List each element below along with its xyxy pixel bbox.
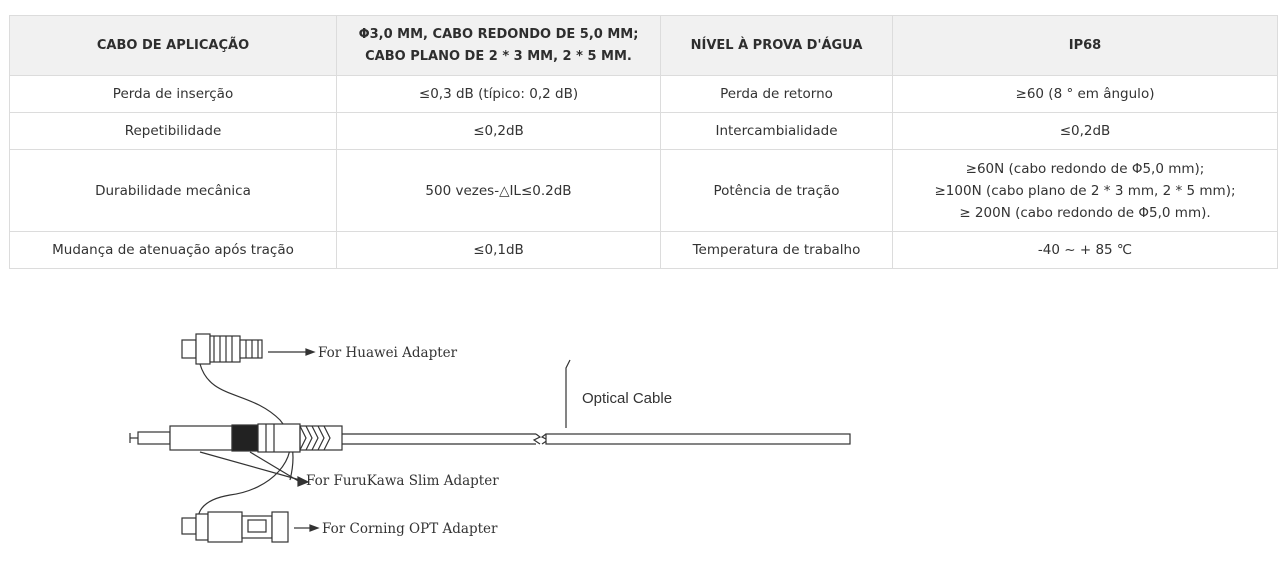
table-cell: Repetibilidade — [10, 113, 337, 150]
connector-diagram — [120, 320, 880, 560]
table-row — [10, 232, 1278, 269]
table-cell: 500 vezes-△IL≤0.2dB — [337, 150, 661, 232]
furukawa-label: For FuruKawa Slim Adapter — [306, 473, 499, 489]
table-row — [10, 113, 1278, 150]
furukawa-pointer — [200, 452, 300, 480]
table-cell: Temperatura de trabalho — [661, 232, 893, 269]
header-cell: IP68 — [893, 16, 1278, 76]
huawei-label: For Huawei Adapter — [318, 345, 458, 361]
optical-pointer — [566, 360, 570, 428]
corning-connector-icon — [182, 512, 288, 542]
table-cell: ≥60 (8 ° em ângulo) — [893, 76, 1278, 113]
table-cell: Mudança de atenuação após tração — [10, 232, 337, 269]
table-cell: Durabilidade mecânica — [10, 150, 337, 232]
table-cell: Potência de tração — [661, 150, 893, 232]
table-cell: Intercambialidade — [661, 113, 893, 150]
optical-cable-line — [342, 434, 850, 444]
table-header-row — [10, 16, 1278, 76]
huawei-arrowhead — [306, 349, 314, 355]
table-cell: ≥60N (cabo redondo de Φ5,0 mm); ≥100N (cabo plano de 2 * 3 mm, 2 * 5 mm); ≥ 200N (cabo redondo de Φ5,0 mm). — [893, 150, 1278, 232]
table-row — [10, 76, 1278, 113]
table-cell: Perda de inserção — [10, 76, 337, 113]
table-row — [10, 150, 1278, 232]
optical-cable-label: Optical Cable — [582, 390, 673, 407]
furukawa-connector-icon — [130, 424, 342, 452]
table-cell: ≤0,3 dB (típico: 0,2 dB) — [337, 76, 661, 113]
table-cell: ≤0,2dB — [337, 113, 661, 150]
huawei-wire — [200, 364, 293, 480]
corning-label: For Corning OPT Adapter — [322, 521, 498, 537]
table-cell: -40 ~ + 85 ℃ — [893, 232, 1278, 269]
huawei-connector-icon — [182, 334, 262, 364]
header-cell: CABO DE APLICAÇÃO — [10, 16, 337, 76]
spec-table — [9, 15, 1278, 269]
table-cell: ≤0,1dB — [337, 232, 661, 269]
header-cell: Φ3,0 MM, CABO REDONDO DE 5,0 MM; CABO PLANO DE 2 * 3 MM, 2 * 5 MM. — [337, 16, 661, 76]
table-cell: Perda de retorno — [661, 76, 893, 113]
table-cell: ≤0,2dB — [893, 113, 1278, 150]
header-cell: NÍVEL À PROVA D'ÁGUA — [661, 16, 893, 76]
corning-arrowhead — [310, 525, 318, 531]
